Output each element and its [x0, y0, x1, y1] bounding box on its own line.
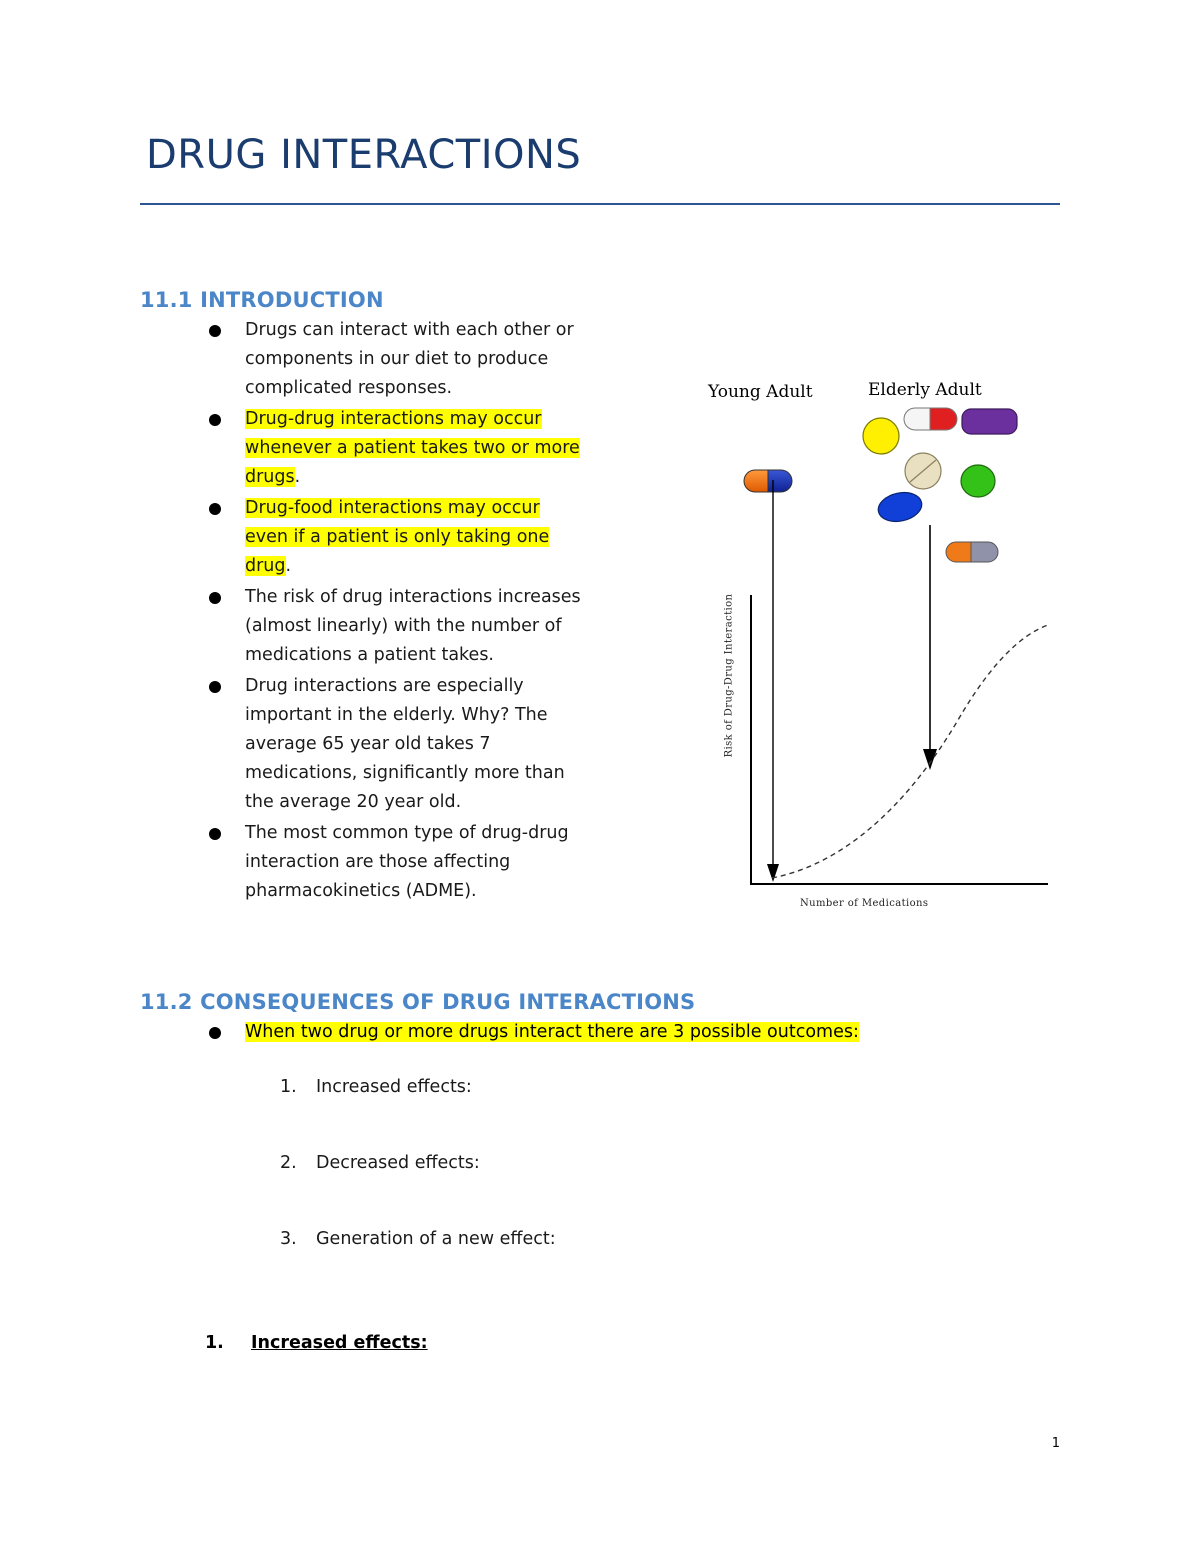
figure-arrows	[690, 370, 1070, 940]
bullet-text-highlighted: When two drug or more drugs interact there are 3 possible outcomes:	[245, 1022, 859, 1042]
section-heading-11-2: 11.2 CONSEQUENCES OF DRUG INTERACTIONS	[140, 990, 696, 1014]
list-item-label: Increased effects:	[316, 1077, 472, 1097]
chart-x-axis-label: Number of Medications	[800, 898, 929, 909]
list-item	[205, 316, 585, 403]
list-item-label: Decreased effects:	[316, 1153, 480, 1173]
list-item-number: 3.	[280, 1229, 297, 1249]
bullet-text-trailing: .	[294, 467, 301, 487]
subsection-number: 1.	[205, 1333, 224, 1353]
title-divider	[140, 203, 1060, 205]
list-item-label: Generation of a new effect:	[316, 1229, 556, 1249]
figure-label-elderly-adult: Elderly Adult	[868, 380, 982, 400]
bullet-text: Drugs can interact with each other or components in our diet to produce complicated responses.	[245, 320, 574, 398]
list-item	[205, 494, 585, 581]
bullet-text: The most common type of drug-drug interaction are those affecting pharmacokinetics (ADME).	[245, 823, 569, 901]
chart-y-axis	[750, 595, 752, 885]
list-item	[280, 1073, 880, 1102]
list-item-number: 2.	[280, 1153, 297, 1173]
bullet-text-trailing: .	[285, 556, 292, 576]
bullet-text-highlighted: Drug-food interactions may occur even if a patient is only taking one drug	[245, 498, 550, 576]
bullet-text-highlighted: Drug-drug interactions may occur whenever a patient takes two or more drugs	[245, 409, 580, 487]
subsection-label: Increased effects:	[251, 1333, 428, 1353]
section-heading-11-1: 11.1 INTRODUCTION	[140, 288, 384, 312]
list-item	[280, 1225, 880, 1254]
list-item	[205, 672, 585, 817]
list-item	[205, 819, 585, 906]
outcomes-list	[280, 1073, 880, 1301]
bullet-text: Drug interactions are especially important in the elderly. Why? The average 65 year old takes 7 medications, significantly more than the average 20 year old.	[245, 676, 565, 812]
risk-vs-medications-figure	[690, 370, 1070, 940]
page-title: DRUG INTERACTIONS	[146, 132, 582, 178]
intro-bullet-list	[205, 316, 585, 908]
list-item-number: 1.	[280, 1077, 297, 1097]
figure-label-young-adult: Young Adult	[708, 382, 813, 402]
bullet-text: The risk of drug interactions increases (almost linearly) with the number of medications a patient takes.	[245, 587, 581, 665]
chart-y-axis-label: Risk of Drug-Drug Interaction	[723, 593, 735, 758]
list-item	[280, 1149, 880, 1178]
chart-x-axis	[750, 883, 1048, 885]
consequences-lead-bullet	[205, 1018, 1045, 1047]
subsection-increased-effects	[205, 1333, 428, 1353]
list-item	[205, 583, 585, 670]
page-number: 1	[1051, 1436, 1060, 1451]
list-item	[205, 405, 585, 492]
